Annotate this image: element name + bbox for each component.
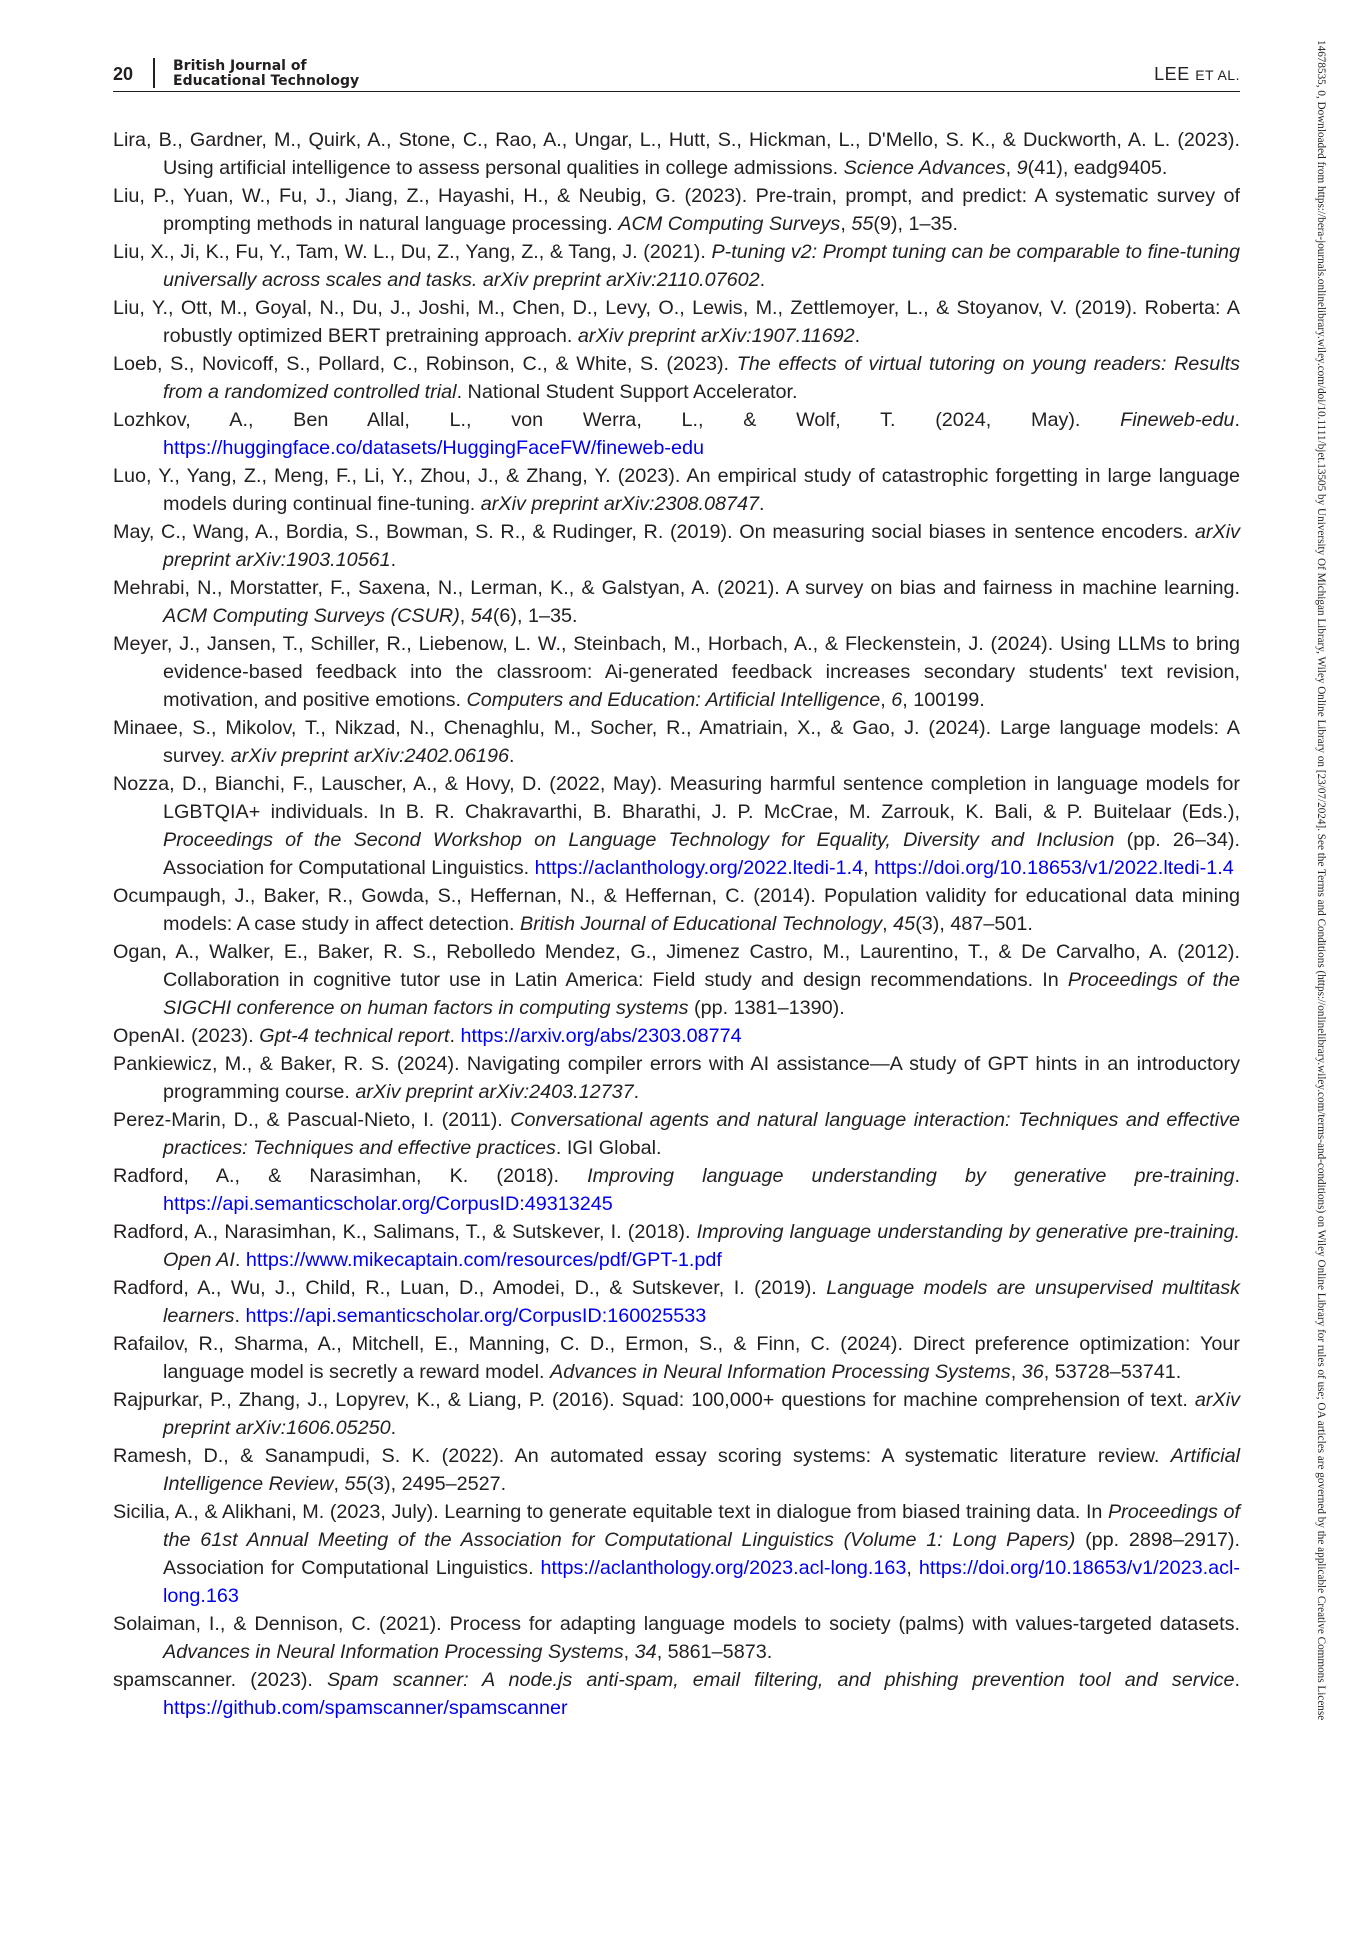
reference-italic-text: Improving language understanding by generative pre-training <box>587 1165 1235 1187</box>
reference-text: . <box>854 325 861 347</box>
reference-italic-text: The effects of virtual tutoring on young readers: Results from a randomized controlled trial <box>163 353 1240 403</box>
reference-text: . <box>234 1305 246 1327</box>
reference-link[interactable]: https://doi.org/10.18653/v1/2022.ltedi-1.4 <box>874 857 1234 879</box>
reference-italic-text: arXiv preprint arXiv:1907.11692 <box>577 325 855 347</box>
reference-entry <box>113 770 1240 882</box>
reference-italic-text: 54 <box>470 605 493 627</box>
reference-text: Liu, X., Ji, K., Fu, Y., Tam, W. L., Du, Z., Yang, Z., & Tang, J. (2021). <box>113 241 712 263</box>
reference-link[interactable]: https://api.semanticscholar.org/CorpusID:49313245 <box>163 1193 613 1215</box>
reference-text: , <box>333 1473 345 1495</box>
reference-italic-text: Proceedings of the SIGCHI conference on human factors in computing systems <box>163 969 1240 1019</box>
reference-text: . <box>234 1249 246 1271</box>
reference-italic-text: Gpt-4 technical report <box>259 1025 450 1047</box>
reference-text: . <box>759 269 766 291</box>
reference-text: . <box>759 493 765 515</box>
reference-italic-text: P-tuning v2: Prompt tuning can be comparable to fine-tuning universally across scales and tasks. arXiv preprint arXiv:2110.07602 <box>163 241 1240 291</box>
reference-text: Perez-Marin, D., & Pascual-Nieto, I. (2011). <box>113 1109 511 1131</box>
reference-text: . <box>1234 409 1240 431</box>
reference-entry <box>113 630 1240 714</box>
reference-text: (pp. 26–34). Association for Computational Linguistics. <box>163 829 1241 879</box>
reference-entry <box>113 1330 1240 1386</box>
reference-link[interactable]: https://doi.org/10.18653/v1/2023.acl-long.163 <box>163 1557 1240 1607</box>
reference-text: . <box>390 549 397 571</box>
reference-text: Radford, A., & Narasimhan, K. (2018). <box>113 1165 588 1187</box>
reference-entry <box>113 518 1240 574</box>
reference-text: Rajpurkar, P., Zhang, J., Lopyrev, K., & Liang, P. (2016). Squad: 100,000+ questions for machine comprehension of text. <box>113 1389 1195 1411</box>
reference-italic-text: 36 <box>1021 1361 1044 1383</box>
reference-text: Liu, Y., Ott, M., Goyal, N., Du, J., Joshi, M., Chen, D., Levy, O., Lewis, M., Zettlemoyer, L., & Stoyanov, V. (2019). Roberta: A robustly optimized BERT pretraining approach. <box>113 297 1240 347</box>
reference-italic-text: Language models are unsupervised multitask learners <box>163 1277 1240 1327</box>
reference-text: . IGI Global. <box>555 1137 662 1159</box>
reference-text: , 100199. <box>902 689 985 711</box>
reference-entry <box>113 1274 1240 1330</box>
reference-entry <box>113 574 1240 630</box>
reference-text: (9), 1–35. <box>873 213 959 235</box>
reference-text: , <box>1005 157 1017 179</box>
reference-entry <box>113 1498 1240 1610</box>
reference-entry <box>113 1218 1240 1274</box>
reference-italic-text: Advances in Neural Information Processing Systems <box>550 1361 1011 1383</box>
reference-entry <box>113 350 1240 406</box>
reference-italic-text: Proceedings of the Second Workshop on Language Technology for Equality, Diversity and Inclusion <box>163 829 1115 851</box>
reference-text: (41), eadg9405. <box>1027 157 1168 179</box>
reference-entry <box>113 462 1240 518</box>
reference-text: , <box>623 1641 635 1663</box>
reference-italic-text: Proceedings of the 61st Annual Meeting of the Association for Computational Linguistics (Volume 1: Long Papers) <box>163 1501 1240 1551</box>
reference-text: Meyer, J., Jansen, T., Schiller, R., Liebenow, L. W., Steinbach, M., Horbach, A., & Fleckenstein, J. (2024). Using LLMs to bring evidence-based feedback into the classroom: Ai-generated feedback increases secondary students' text revision, motivation, and positive emotions. <box>113 633 1240 711</box>
reference-list <box>113 126 1240 1722</box>
reference-text: . <box>449 1025 461 1047</box>
download-notice <box>1315 40 1331 1920</box>
journal-name-line1: British Journal of <box>173 58 307 74</box>
download-notice-text: 14678535, 0, Downloaded from https://bera-journals.onlinelibrary.wiley.com/doi/10.1111/bjet.13505 by University Of Michigan Library, Wiley Online Library on [23/07/2024]. See the Terms and Conditions (https://onlinelibrary.wiley.com/terms-and-conditions) on Wiley Online Library for rules of use; OA articles are governed by the applicable Creative Commons License <box>1315 40 1327 1721</box>
journal-name-line2: Educational Technology <box>173 73 360 89</box>
reference-italic-text: Conversational agents and natural language interaction: Techniques and effective practices: Techniques and effective practices <box>163 1109 1240 1159</box>
reference-text: (3), 2495–2527. <box>366 1473 507 1495</box>
reference-text: (pp. 2898–2917). Association for Computational Linguistics. <box>163 1529 1240 1579</box>
reference-text: , <box>880 689 892 711</box>
reference-text: Radford, A., Wu, J., Child, R., Luan, D., Amodei, D., & Sutskever, I. (2019). <box>113 1277 827 1299</box>
author-name: LEE <box>1154 64 1190 84</box>
reference-italic-text: ACM Computing Surveys (CSUR) <box>163 605 460 627</box>
reference-text: Solaiman, I., & Dennison, C. (2021). Process for adapting language models to society (palms) with values-targeted datasets. <box>113 1613 1240 1635</box>
reference-text: Radford, A., Narasimhan, K., Salimans, T., & Sutskever, I. (2018). <box>113 1221 697 1243</box>
reference-entry <box>113 938 1240 1022</box>
reference-text: , <box>459 605 471 627</box>
reference-italic-text: 34 <box>634 1641 657 1663</box>
reference-text: Pankiewicz, M., & Baker, R. S. (2024). Navigating compiler errors with AI assistance—A study of GPT hints in an introductory programming course. <box>113 1053 1240 1103</box>
reference-italic-text: 55 <box>851 213 874 235</box>
reference-text: Mehrabi, N., Morstatter, F., Saxena, N., Lerman, K., & Galstyan, A. (2021). A survey on bias and fairness in machine learning. <box>113 577 1240 599</box>
author-suffix: ET AL. <box>1195 67 1240 83</box>
header-divider <box>153 58 155 88</box>
reference-link[interactable]: https://github.com/spamscanner/spamscanner <box>163 1697 568 1719</box>
reference-text: , <box>1010 1361 1022 1383</box>
reference-text: . <box>390 1417 397 1439</box>
reference-text: Ocumpaugh, J., Baker, R., Gowda, S., Heffernan, N., & Heffernan, C. (2014). Population validity for educational data mining models: A case study in affect detection. <box>113 885 1240 935</box>
reference-italic-text: Fineweb-edu <box>1120 409 1235 431</box>
reference-text: Minaee, S., Mikolov, T., Nikzad, N., Chenaghlu, M., Socher, R., Amatriain, X., & Gao, J. (2024). Large language models: A survey. <box>113 717 1240 767</box>
reference-text: (pp. 1381–1390). <box>688 997 845 1019</box>
reference-entry <box>113 1666 1240 1722</box>
reference-italic-text: ACM Computing Surveys <box>618 213 841 235</box>
reference-text: , <box>882 913 894 935</box>
reference-italic-text: arXiv preprint arXiv:2403.12737 <box>355 1081 634 1103</box>
reference-entry <box>113 406 1240 462</box>
reference-text: (6), 1–35. <box>492 605 578 627</box>
reference-text: , 5861–5873. <box>656 1641 773 1663</box>
reference-italic-text: 55 <box>344 1473 367 1495</box>
page-number: 20 <box>113 64 134 84</box>
reference-text: Loeb, S., Novicoff, S., Pollard, C., Robinson, C., & White, S. (2023). <box>113 353 737 375</box>
reference-text: Ramesh, D., & Sanampudi, S. K. (2022). An automated essay scoring systems: A systematic literature review. <box>113 1445 1171 1467</box>
reference-italic-text: Artificial Intelligence Review <box>163 1445 1240 1495</box>
reference-text: . <box>1234 1165 1240 1187</box>
reference-entry <box>113 1386 1240 1442</box>
reference-text: , <box>863 857 875 879</box>
reference-italic-text: Advances in Neural Information Processing Systems <box>163 1641 624 1663</box>
reference-text: . <box>509 745 515 767</box>
reference-text: Luo, Y., Yang, Z., Meng, F., Li, Y., Zhou, J., & Zhang, Y. (2023). An empirical study of catastrophic forgetting in large language models during continual fine-tuning. <box>113 465 1240 515</box>
reference-text: Sicilia, A., & Alikhani, M. (2023, July). Learning to generate equitable text in dialogue from biased training data. In <box>113 1501 1108 1523</box>
reference-italic-text: Science Advances <box>843 157 1006 179</box>
reference-text: (3), 487–501. <box>915 913 1033 935</box>
reference-text: Rafailov, R., Sharma, A., Mitchell, E., Manning, C. D., Ermon, S., & Finn, C. (2024). Direct preference optimization: Your language model is secretly a reward model. <box>113 1333 1240 1383</box>
reference-entry <box>113 182 1240 238</box>
reference-text: Lira, B., Gardner, M., Quirk, A., Stone, C., Rao, A., Ungar, L., Hutt, S., Hickman, L., D'Mello, S. K., & Duckworth, A. L. (2023). Using artificial intelligence to assess personal qualities in college admissions. <box>113 129 1240 179</box>
reference-entry <box>113 882 1240 938</box>
reference-text: OpenAI. (2023). <box>113 1025 260 1047</box>
reference-text: Ogan, A., Walker, E., Baker, R. S., Rebolledo Mendez, G., Jimenez Castro, M., Laurentino, T., & De Carvalho, A. (2012). Collaboration in cognitive tutor use in Latin America: Field study and design recommendations. In <box>113 941 1240 991</box>
reference-entry <box>113 714 1240 770</box>
reference-text: , <box>840 213 852 235</box>
reference-entry <box>113 126 1240 182</box>
reference-text: Lozhkov, A., Ben Allal, L., von Werra, L., & Wolf, T. (2024, May). <box>113 409 1121 431</box>
reference-text: Nozza, D., Bianchi, F., Lauscher, A., & Hovy, D. (2022, May). Measuring harmful sentence completion in language models for LGBTQIA+ individuals. In B. R. Chakravarthi, B. Bharathi, J. P. McCrae, M. Zarrouk, K. Bali, & P. Buitelaar (Eds.), <box>113 773 1240 823</box>
reference-text: spamscanner. (2023). <box>113 1669 327 1691</box>
reference-italic-text: British Journal of Educational Technology <box>520 913 883 935</box>
reference-italic-text: 45 <box>893 913 916 935</box>
reference-entry <box>113 1442 1240 1498</box>
reference-text: . National Student Support Accelerator. <box>456 381 798 403</box>
reference-text: . <box>633 1081 640 1103</box>
journal-name <box>173 59 359 89</box>
running-author <box>1154 64 1240 85</box>
reference-italic-text: 6 <box>891 689 903 711</box>
reference-text: . <box>1234 1669 1240 1691</box>
reference-entry <box>113 238 1240 294</box>
reference-text: Liu, P., Yuan, W., Fu, J., Jiang, Z., Hayashi, H., & Neubig, G. (2023). Pre-train, prompt, and predict: A systematic survey of prompting methods in natural language processing. <box>113 185 1240 235</box>
reference-text: May, C., Wang, A., Bordia, S., Bowman, S. R., & Rudinger, R. (2019). On measuring social biases in sentence encoders. <box>113 521 1195 543</box>
reference-italic-text: 9 <box>1016 157 1028 179</box>
reference-entry <box>113 294 1240 350</box>
reference-entry <box>113 1022 1240 1050</box>
reference-link[interactable]: https://arxiv.org/abs/2303.08774 <box>460 1025 742 1047</box>
reference-entry <box>113 1050 1240 1106</box>
reference-italic-text: Computers and Education: Artificial Intelligence <box>466 689 881 711</box>
reference-italic-text: arXiv preprint arXiv:2402.06196 <box>230 745 509 767</box>
reference-entry <box>113 1162 1240 1218</box>
header-rule <box>113 91 1240 92</box>
reference-entry <box>113 1610 1240 1666</box>
reference-text: , 53728–53741. <box>1043 1361 1182 1383</box>
reference-entry <box>113 1106 1240 1162</box>
reference-link[interactable]: https://www.mikecaptain.com/resources/pdf/GPT-1.pdf <box>245 1249 722 1271</box>
reference-italic-text: Improving language understanding by generative pre-training. Open AI <box>163 1221 1240 1271</box>
reference-link[interactable]: https://api.semanticscholar.org/CorpusID:160025533 <box>245 1305 707 1327</box>
reference-italic-text: arXiv preprint arXiv:1903.10561 <box>163 521 1240 571</box>
reference-text: , <box>906 1557 919 1579</box>
reference-link[interactable]: https://aclanthology.org/2022.ltedi-1.4 <box>534 857 864 879</box>
reference-italic-text: arXiv preprint arXiv:1606.05250 <box>163 1389 1240 1439</box>
reference-italic-text: Spam scanner: A node.js anti-spam, email filtering, and phishing prevention tool and service <box>326 1669 1235 1691</box>
running-header <box>113 58 1240 92</box>
reference-italic-text: arXiv preprint arXiv:2308.08747 <box>480 493 759 515</box>
reference-link[interactable]: https://huggingface.co/datasets/HuggingFaceFW/fineweb-edu <box>163 437 705 459</box>
reference-link[interactable]: https://aclanthology.org/2023.acl-long.163 <box>540 1557 907 1579</box>
